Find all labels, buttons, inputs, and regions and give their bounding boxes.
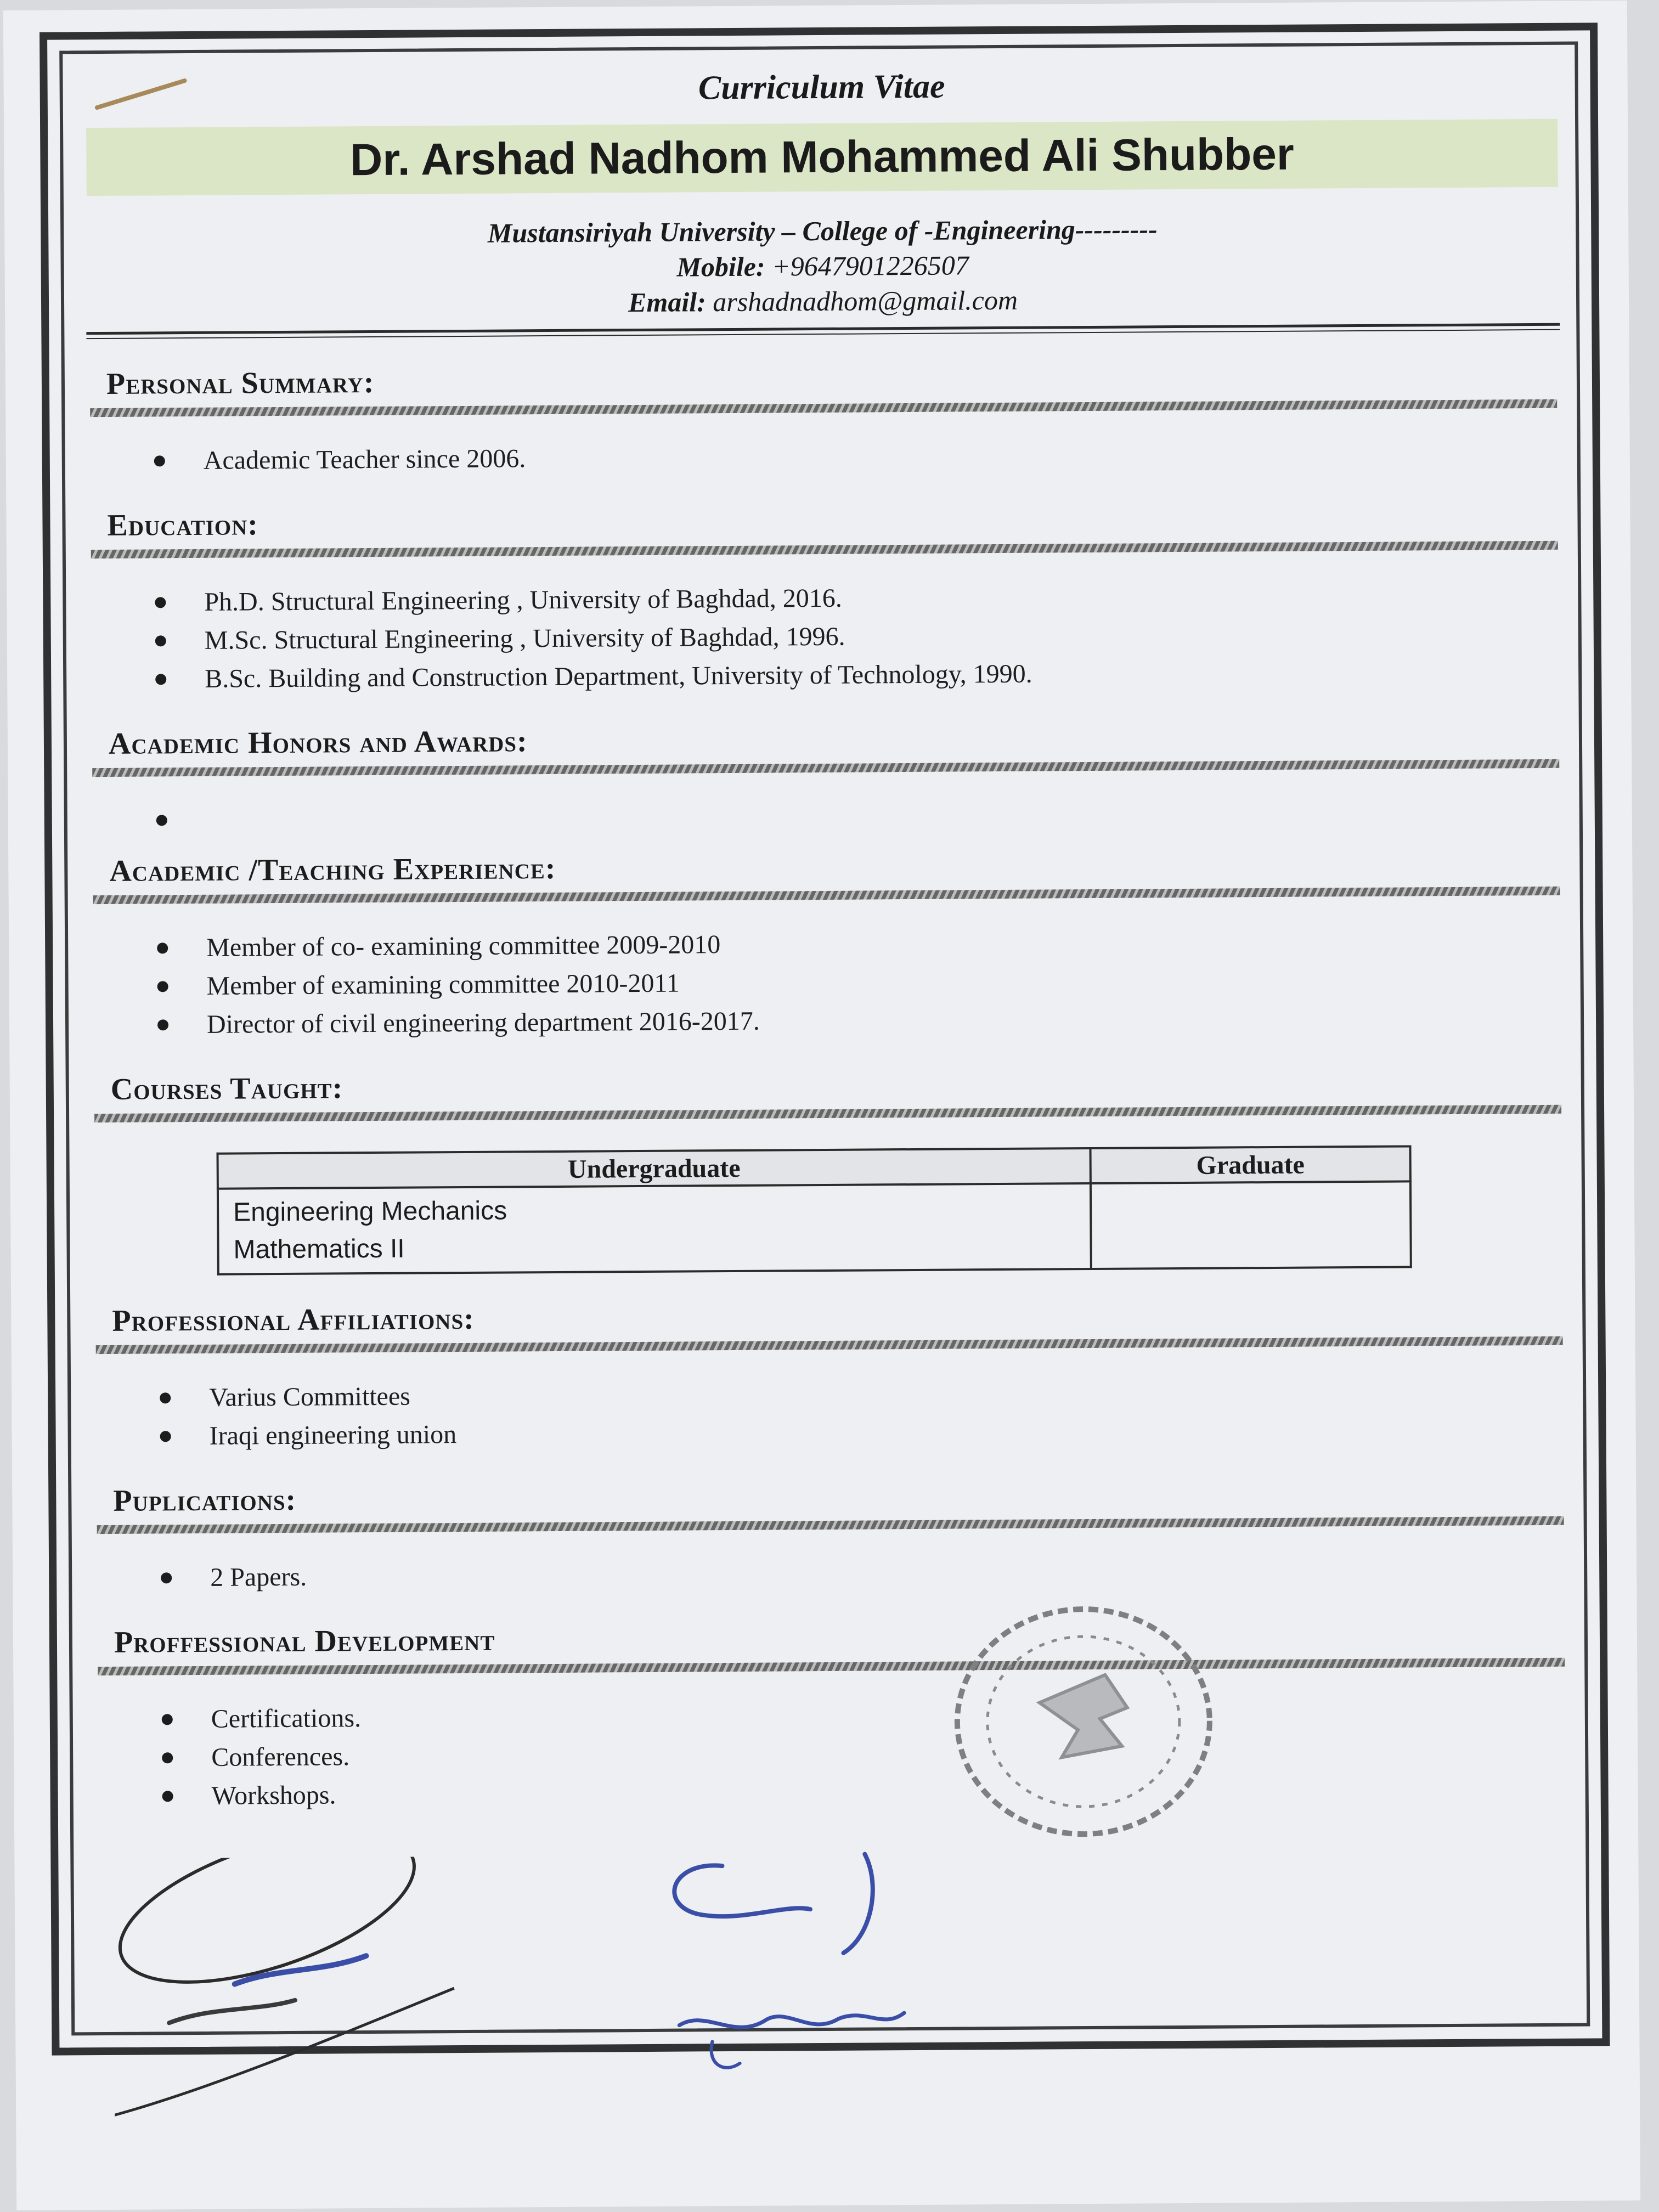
- section-rule: [97, 1516, 1564, 1534]
- document-title: Curriculum Vitae: [698, 67, 945, 107]
- bullet-icon: [161, 1572, 172, 1583]
- item-text: B.Sc. Building and Construction Department, University of Technology, 1990.: [205, 659, 1032, 693]
- section-rule: [94, 1105, 1561, 1122]
- official-stamp: [940, 1592, 1227, 1852]
- section-affiliations: [99, 1295, 1560, 1456]
- list-item: [154, 433, 1554, 481]
- section-publications: [100, 1475, 1561, 1598]
- column-header: Graduate: [1091, 1146, 1410, 1183]
- graduate-cell: [1091, 1181, 1411, 1269]
- affiliations-list: [99, 1370, 1560, 1456]
- section-title: Education:: [107, 507, 259, 543]
- list-item: [155, 652, 1555, 699]
- section-rule: [98, 1658, 1565, 1675]
- mobile-label: Mobile:: [676, 251, 765, 283]
- course-name: Mathematics II: [233, 1234, 405, 1265]
- undergraduate-cell: [218, 1183, 1091, 1274]
- bullet-icon: [157, 981, 168, 992]
- bullet-icon: [157, 1019, 168, 1030]
- cv-content: [91, 64, 1562, 1816]
- item-text: Iraqi engineering union: [209, 1420, 457, 1451]
- section-honors: [95, 718, 1556, 826]
- item-text: Director of civil engineering department 2016-2017.: [206, 1006, 760, 1039]
- section-education: [94, 499, 1555, 699]
- table-row: [218, 1181, 1411, 1274]
- signature: [645, 1843, 954, 2097]
- section-title: Puplications:: [113, 1482, 297, 1518]
- section-rule: [90, 399, 1557, 417]
- email-label: Email:: [628, 286, 706, 318]
- section-rule: [91, 541, 1558, 558]
- bullet-icon: [162, 1791, 173, 1802]
- handwritten-annotation: [113, 1855, 608, 2121]
- section-experience: [96, 845, 1558, 1045]
- mobile-value: +9647901226507: [771, 250, 969, 282]
- education-list: [94, 575, 1555, 699]
- list-item: [160, 1409, 1560, 1456]
- section-personal-summary: [93, 358, 1554, 481]
- item-text: Member of examining committee 2010-2011: [206, 968, 680, 1001]
- summary-list: [94, 433, 1554, 481]
- item-text: Member of co- examining committee 2009-2010: [206, 930, 721, 962]
- bullet-icon: [160, 1431, 171, 1442]
- item-text: Certifications.: [211, 1703, 362, 1734]
- courses-table: [217, 1145, 1412, 1275]
- item-text: M.Sc. Structural Engineering , University of Baghdad, 1996.: [204, 622, 845, 655]
- list-item: [161, 1550, 1561, 1598]
- item-text: Conferences.: [211, 1742, 350, 1772]
- item-text: Ph.D. Structural Engineering , University of Baghdad, 2016.: [204, 583, 842, 617]
- bullet-icon: [162, 1752, 173, 1763]
- experience-list: [97, 921, 1558, 1045]
- list-item: [157, 997, 1558, 1045]
- bullet-icon: [157, 943, 168, 953]
- section-title: Academic /Teaching Experience:: [109, 851, 556, 888]
- paper-sheet: [3, 1, 1640, 2210]
- contact-block: [92, 209, 1553, 323]
- page-border: [40, 22, 1610, 2055]
- section-title: Proffessional Development: [114, 1623, 495, 1660]
- section-title: Academic Honors and Awards:: [108, 724, 528, 761]
- development-list: [101, 1692, 1562, 1816]
- header-double-rule: [86, 323, 1560, 339]
- section-title: Personal Summary:: [106, 365, 375, 401]
- item-text: Academic Teacher since 2006.: [203, 444, 526, 475]
- bullet-icon: [154, 455, 165, 466]
- section-courses: [98, 1063, 1559, 1276]
- column-header: Undergraduate: [218, 1148, 1091, 1189]
- section-rule: [93, 887, 1560, 904]
- section-title: Professional Affiliations:: [112, 1301, 475, 1338]
- bullet-icon: [155, 597, 166, 608]
- section-development: [101, 1616, 1562, 1816]
- course-name: Engineering Mechanics: [233, 1196, 507, 1227]
- email-value: arshadnadhom@gmail.com: [713, 284, 1018, 318]
- item-text: Workshops.: [211, 1780, 336, 1810]
- bullet-icon: [160, 1392, 171, 1403]
- bullet-icon: [155, 674, 166, 685]
- person-name: Dr. Arshad Nadhom Mohammed Ali Shubber: [349, 129, 1295, 185]
- bullet-icon: [162, 1714, 173, 1725]
- section-title: Courses Taught:: [110, 1071, 343, 1107]
- name-banner: [86, 119, 1558, 196]
- section-rule: [96, 1336, 1563, 1354]
- institution: Mustansiriyah University – College of -Engineering---------: [487, 213, 1158, 249]
- empty-bullet-icon: [156, 815, 167, 826]
- publications-list: [100, 1550, 1561, 1598]
- bullet-icon: [155, 635, 166, 646]
- item-text: 2 Papers.: [210, 1562, 307, 1592]
- section-rule: [92, 759, 1559, 777]
- item-text: Varius Committees: [209, 1381, 411, 1412]
